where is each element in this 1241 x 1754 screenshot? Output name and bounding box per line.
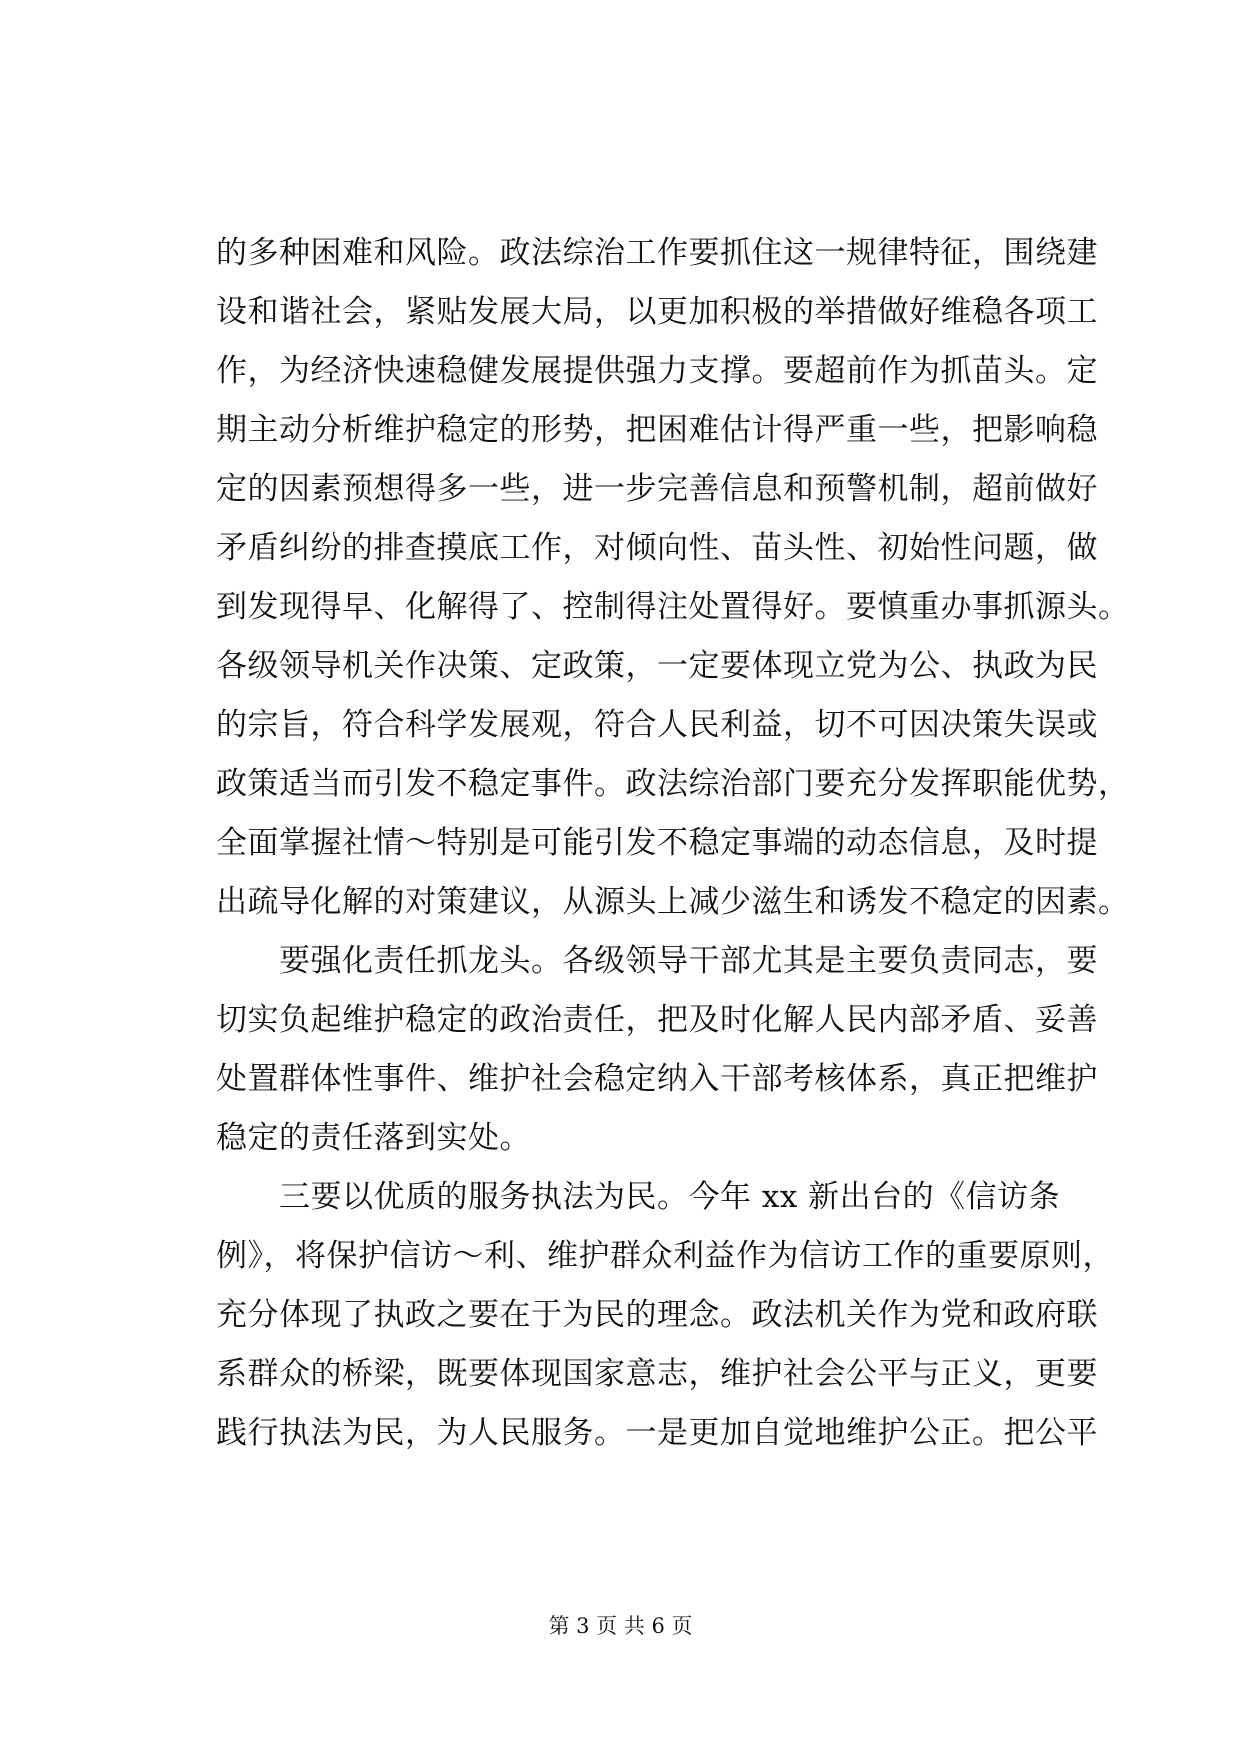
text-line: 定的因素预想得多一些，进一步完善信息和预警机制，超前做好 [216, 471, 1098, 507]
text-line: 充分体现了执政之要在于为民的理念。政法机关作为党和政府联 [216, 1297, 1098, 1333]
text-line: 到发现得早、化解得了、控制得注处置得好。要慎重办事抓源头。 [216, 589, 1130, 625]
text-line: 切实负起维护稳定的政治责任，把及时化解人民内部矛盾、妥善 [216, 1002, 1098, 1038]
text-line: 期主动分析维护稳定的形势，把困难估计得严重一些，把影响稳 [216, 412, 1098, 448]
page-number-footer: 第 3 页 共 6 页 [548, 1614, 693, 1638]
text-line: 的多种困难和风险。政法综治工作要抓住这一规律特征，围绕建 [216, 235, 1098, 271]
text-line: 出疏导化解的对策建议，从源头上减少滋生和诱发不稳定的因素。 [216, 884, 1130, 920]
text-line: 全面掌握社情～特别是可能引发不稳定事端的动态信息，及时提 [216, 825, 1098, 861]
text-line: 的宗旨，符合科学发展观，符合人民利益，切不可因决策失误或 [216, 707, 1098, 743]
text-line: 设和谐社会，紧贴发展大局，以更加积极的举措做好维稳各项工 [216, 294, 1098, 330]
text-line: 例》，将保护信访～利、维护群众利益作为信访工作的重要原则， [216, 1238, 1114, 1274]
text-line: 践行执法为民，为人民服务。一是更加自觉地维护公正。把公平 [216, 1415, 1098, 1451]
text-line: 政策适当而引发不稳定事件。政法综治部门要充分发挥职能优势， [216, 766, 1130, 802]
text-line: 稳定的责任落到实处。 [216, 1120, 531, 1156]
text-line: 三要以优质的服务执法为民。今年 xx 新出台的《信访条 [216, 1179, 1061, 1215]
text-line: 处置群体性事件、维护社会稳定纳入干部考核体系，真正把维护 [216, 1061, 1098, 1097]
text-line: 要强化责任抓龙头。各级领导干部尤其是主要负责同志，要 [216, 943, 1098, 979]
text-line: 矛盾纠纷的排查摸底工作，对倾向性、苗头性、初始性问题，做 [216, 530, 1098, 566]
text-line: 系群众的桥梁，既要体现国家意志，维护社会公平与正义，更要 [216, 1356, 1098, 1392]
text-line: 各级领导机关作决策、定政策，一定要体现立党为公、执政为民 [216, 648, 1098, 684]
text-line: 作，为经济快速稳健发展提供强力支撑。要超前作为抓苗头。定 [216, 353, 1098, 389]
